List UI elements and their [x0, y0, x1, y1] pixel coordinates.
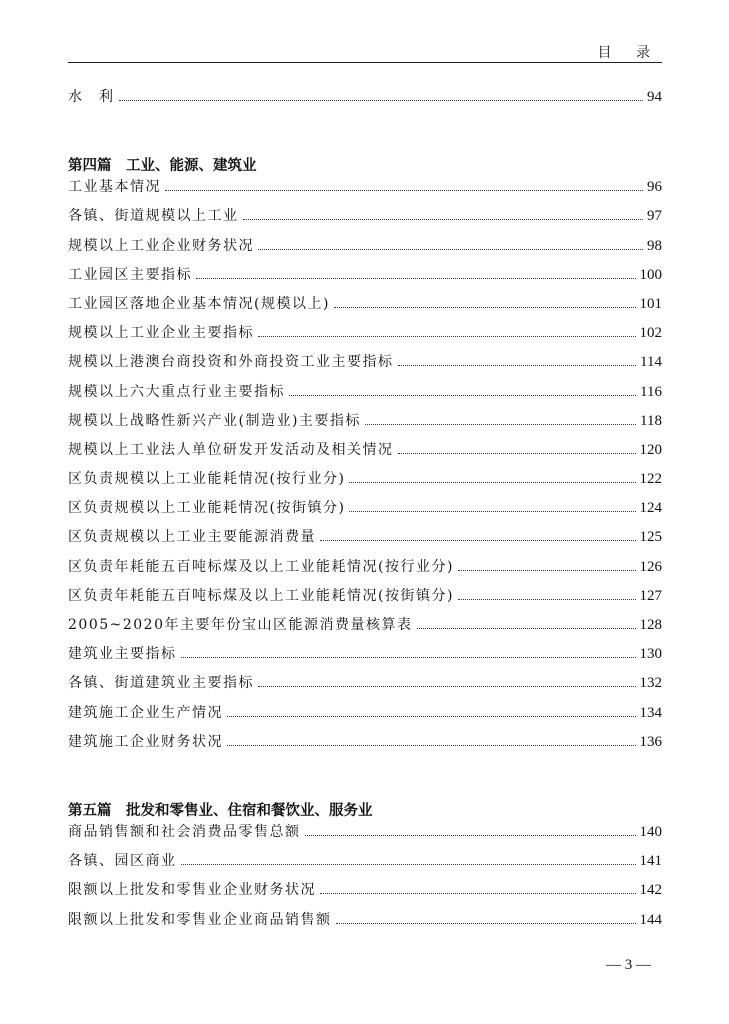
toc-entry[interactable] [68, 850, 662, 879]
dot-leader [258, 249, 643, 250]
toc-entry-label: 规模以上工业企业主要指标 [68, 325, 254, 342]
dot-leader [320, 893, 636, 894]
toc-entry-page: 144 [639, 911, 662, 928]
toc-entry-page: 114 [640, 354, 662, 371]
section5-entries [68, 821, 662, 938]
toc-entry-label: 建筑业主要指标 [68, 646, 177, 663]
dot-leader [305, 835, 636, 836]
dot-leader [349, 482, 635, 483]
toc-entry-label: 规模以上港澳台商投资和外商投资工业主要指标 [68, 354, 394, 371]
toc-entry-label: 工业园区落地企业基本情况(规模以上) [68, 295, 330, 312]
dot-leader [227, 716, 636, 717]
toc-entry[interactable] [68, 264, 662, 293]
toc-entry[interactable] [68, 322, 662, 351]
toc-entry-page: 136 [639, 733, 662, 750]
toc-entry-page: 122 [639, 471, 662, 488]
toc-entry-page: 140 [639, 823, 662, 840]
toc-entry-page: 101 [639, 295, 662, 312]
toc-entry[interactable] [68, 235, 662, 264]
dot-leader [243, 219, 644, 220]
page-number: — 3 — [606, 957, 651, 973]
toc-entry-label: 限额以上批发和零售业企业财务状况 [68, 882, 316, 899]
dot-leader [458, 570, 636, 571]
toc-entry-page: 120 [639, 441, 662, 458]
dot-leader [365, 424, 636, 425]
table-of-contents [68, 86, 662, 938]
toc-entry-label: 区负责规模以上工业能耗情况(按行业分) [68, 471, 346, 488]
toc-entry[interactable] [68, 439, 662, 468]
toc-entry-page: 100 [639, 266, 662, 283]
toc-entry[interactable] [68, 614, 662, 643]
toc-entry-page: 94 [647, 89, 662, 105]
toc-entry[interactable] [68, 497, 662, 526]
toc-entry[interactable] [68, 556, 662, 585]
toc-entry-page: 127 [639, 587, 662, 604]
dot-leader [227, 745, 636, 746]
section-heading: 第四篇 工业、能源、建筑业 [68, 158, 257, 175]
toc-entry-label: 各镇、园区商业 [68, 853, 177, 870]
toc-entry[interactable] [68, 643, 662, 672]
dot-leader [349, 511, 635, 512]
toc-entry-label: 各镇、街道建筑业主要指标 [68, 675, 254, 692]
toc-entry[interactable] [68, 672, 662, 701]
toc-entry-label: 区负责规模以上工业主要能源消费量 [68, 529, 316, 546]
dot-leader [320, 540, 636, 541]
toc-entry-page: 125 [639, 529, 662, 546]
toc-entry[interactable] [68, 351, 662, 380]
toc-entry[interactable] [68, 468, 662, 497]
toc-entry-page: 128 [639, 617, 662, 633]
toc-entry[interactable] [68, 293, 662, 322]
toc-entry[interactable] [68, 86, 662, 115]
dot-leader [258, 686, 636, 687]
toc-entry[interactable] [68, 731, 662, 760]
dot-leader [417, 628, 636, 629]
toc-entry-page: 97 [647, 208, 662, 225]
toc-entry[interactable] [68, 821, 662, 850]
toc-entry-label: 建筑施工企业财务状况 [68, 733, 223, 750]
header-title: 目 录 [597, 45, 660, 61]
toc-entry-label: 区负责规模以上工业能耗情况(按街镇分) [68, 500, 346, 517]
toc-entry-label: 工业园区主要指标 [68, 266, 192, 283]
toc-entry-page: 102 [639, 325, 662, 342]
toc-entry-label: 规模以上工业企业财务状况 [68, 237, 254, 254]
dot-leader [398, 453, 636, 454]
toc-entry-label: 规模以上战略性新兴产业(制造业)主要指标 [68, 412, 361, 429]
toc-entry-page: 98 [647, 237, 662, 254]
toc-entry[interactable] [68, 702, 662, 731]
toc-entry-label: 工业基本情况 [68, 179, 161, 196]
dot-leader [181, 864, 636, 865]
toc-entry[interactable] [68, 176, 662, 205]
toc-entry[interactable] [68, 879, 662, 908]
toc-entry-page: 96 [647, 179, 662, 196]
toc-entry-page: 142 [639, 882, 662, 899]
dot-leader [289, 395, 636, 396]
toc-entry-page: 116 [640, 383, 662, 400]
toc-entry-label: 限额以上批发和零售业企业商品销售额 [68, 911, 332, 928]
page-header [68, 40, 662, 63]
toc-entry-page: 124 [639, 500, 662, 517]
toc-entry[interactable] [68, 205, 662, 234]
toc-entry[interactable] [68, 526, 662, 555]
toc-entry-page: 118 [640, 412, 662, 429]
toc-entry-label: 规模以上六大重点行业主要指标 [68, 383, 285, 400]
section-heading: 第五篇 批发和零售业、住宿和餐饮业、服务业 [68, 802, 373, 819]
dot-leader [165, 190, 643, 191]
toc-entry-label: 区负责年耗能五百吨标煤及以上工业能耗情况(按街镇分) [68, 587, 454, 604]
dot-leader [336, 923, 636, 924]
toc-entry-label: 规模以上工业法人单位研发开发活动及相关情况 [68, 441, 394, 458]
toc-entry[interactable] [68, 585, 662, 614]
toc-entry[interactable] [68, 909, 662, 938]
toc-entry-page: 132 [639, 675, 662, 692]
toc-entry-page: 134 [639, 704, 662, 721]
toc-entry-label: 水 利 [68, 89, 115, 105]
toc-entry-page: 141 [639, 853, 662, 870]
toc-entry[interactable] [68, 410, 662, 439]
dot-leader [334, 307, 636, 308]
toc-entry-label: 商品销售额和社会消费品零售总额 [68, 823, 301, 840]
dot-leader [196, 278, 636, 279]
dot-leader [258, 336, 636, 337]
toc-entry[interactable] [68, 381, 662, 410]
toc-entry-label: 建筑施工企业生产情况 [68, 704, 223, 721]
section4-entries [68, 176, 662, 760]
dot-leader [398, 365, 637, 366]
toc-entry-label: 区负责年耗能五百吨标煤及以上工业能耗情况(按行业分) [68, 558, 454, 575]
toc-entry-label: 2005~2020年主要年份宝山区能源消费量核算表 [68, 617, 413, 633]
toc-entry-label: 各镇、街道规模以上工业 [68, 208, 239, 225]
toc-entry-page: 126 [639, 558, 662, 575]
dot-leader [458, 599, 636, 600]
dot-leader [119, 100, 644, 101]
dot-leader [181, 657, 636, 658]
toc-entry-page: 130 [639, 646, 662, 663]
